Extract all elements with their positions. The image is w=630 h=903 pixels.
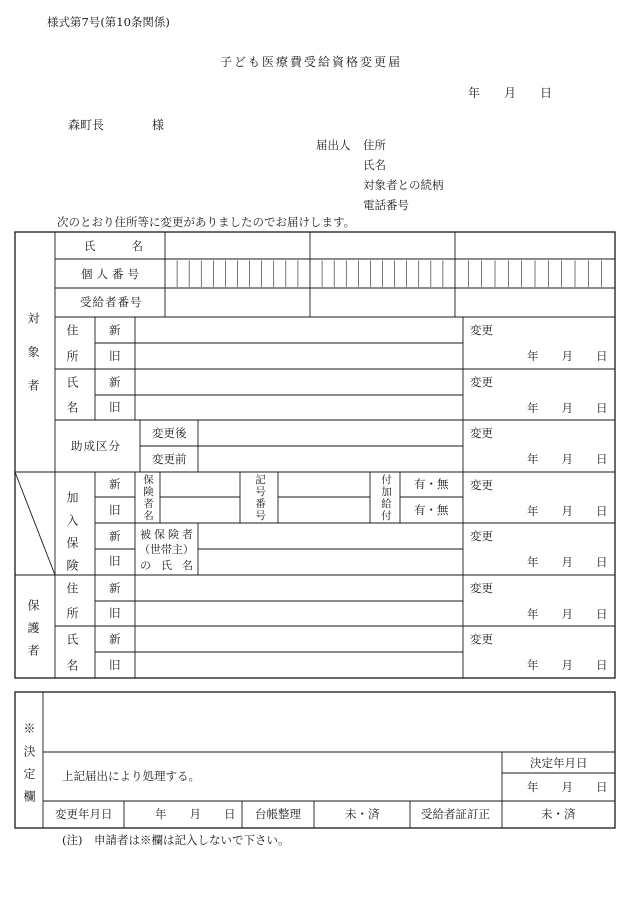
ledger-label: 台帳整理: [255, 807, 301, 821]
insured-name-old-field: [198, 549, 463, 575]
insurer-name-label: 保険者名: [142, 474, 154, 522]
change-label: 変更: [470, 323, 493, 337]
insured-person-label-line1: 被保険者: [140, 528, 196, 541]
decision-date-label: 決定年月日: [530, 756, 588, 770]
insurance-section-label: 加入保険: [65, 491, 79, 582]
diagonal-rule: [15, 472, 55, 575]
subsidy-before-field: [198, 446, 463, 472]
symbol-number-label: 記号番号: [254, 474, 266, 522]
personal-number-label: 個人番号: [81, 267, 143, 281]
change-date: 年 月 日: [527, 401, 608, 415]
subject-section-label: 対象者: [26, 312, 40, 413]
change-date: 年 月 日: [527, 555, 608, 569]
guardian-name-new-field: [135, 626, 463, 652]
subject-name-old-field: [135, 395, 463, 420]
change-date-label: 変更年月日: [55, 807, 113, 821]
guardian-name-old-field: [135, 652, 463, 678]
insured-person-label-line2: （世帯主）: [139, 543, 194, 556]
recipient-number-cell-3: [455, 288, 615, 317]
guardian-name-old-label: 旧: [109, 658, 121, 672]
change-date: 年 月 日: [527, 349, 608, 363]
applicant-name-label: 氏名: [363, 158, 386, 172]
applicant-address-label: 住所: [363, 138, 386, 152]
footnote: (注) 申請者は※欄は記入しないで下さい。: [62, 833, 290, 847]
form-number: 様式第7号(第10条関係): [47, 15, 170, 29]
insured-name-new-field: [198, 523, 463, 549]
change-label: 変更: [470, 632, 493, 646]
insurer-name-old-field: [160, 497, 240, 523]
subject-name-old-label: 旧: [109, 400, 121, 414]
guardian-name-new-label: 新: [109, 632, 121, 646]
change-date: 年 月 日: [527, 452, 608, 466]
guardian-address-new-field: [135, 575, 463, 601]
subject-address-old-label: 旧: [109, 349, 121, 363]
recipient-number-cell-1: [165, 288, 310, 317]
symbol-number-old-field: [278, 497, 370, 523]
change-date-value: 年 月 日: [155, 807, 236, 821]
insured-old-label: 旧: [109, 554, 121, 568]
addressee-honorific: 様: [152, 118, 165, 132]
processed-statement: 上記届出により処理する。: [62, 769, 200, 783]
change-date: 年 月 日: [527, 658, 608, 672]
personal-number-cell-2: [310, 259, 455, 288]
subject-name-cell-3: [455, 232, 615, 259]
card-correction-status: 未・済: [541, 807, 576, 821]
symbol-number-new-field: [278, 472, 370, 497]
change-label: 変更: [470, 529, 493, 543]
applicant-label: 届出人: [316, 138, 351, 152]
insured-person-label-line3: の氏名: [140, 559, 203, 572]
decision-remarks-area: [43, 692, 615, 752]
submission-date: 年 月 日: [468, 86, 553, 100]
subsidy-after-label: 変更後: [152, 426, 187, 440]
guardian-section-label: 保護者: [26, 599, 40, 667]
additional-benefit-new-choice: 有・無: [414, 477, 449, 491]
change-label: 変更: [470, 375, 493, 389]
change-label: 変更: [470, 426, 493, 440]
addressee-name: 森町長: [68, 118, 105, 132]
recipient-number-label: 受給者番号: [80, 295, 143, 309]
guardian-address-new-label: 新: [109, 581, 121, 595]
insurer-new-label: 新: [109, 477, 121, 491]
change-label: 変更: [470, 581, 493, 595]
guardian-address-old-field: [135, 601, 463, 626]
subject-name-cell-1: [165, 232, 310, 259]
subject-person-name-label: 氏名: [65, 376, 79, 426]
change-date: 年 月 日: [527, 607, 608, 621]
insurer-old-label: 旧: [109, 503, 121, 517]
subject-name-label: 氏名: [84, 239, 179, 253]
insured-new-label: 新: [109, 529, 121, 543]
change-label: 変更: [470, 478, 493, 492]
subject-address-new-label: 新: [109, 323, 121, 337]
ledger-status: 未・済: [345, 807, 380, 821]
guardian-name-label: 氏名: [65, 633, 79, 685]
subject-address-old-field: [135, 343, 463, 369]
applicant-relationship-label: 対象者との続柄: [363, 178, 444, 192]
subject-name-new-label: 新: [109, 375, 121, 389]
subsidy-after-field: [198, 420, 463, 446]
intro-text: 次のとおり住所等に変更がありましたのでお届けします。: [57, 215, 356, 229]
subject-address-new-field: [135, 317, 463, 343]
subject-name-cell-2: [310, 232, 455, 259]
decision-section-label: ※決定欄: [22, 722, 36, 813]
guardian-address-label: 住所: [65, 582, 79, 632]
applicant-phone-label: 電話番号: [363, 198, 409, 212]
personal-number-cell-1: [165, 259, 310, 288]
additional-benefit-label: 付加給付: [380, 474, 392, 522]
change-date: 年 月 日: [527, 504, 608, 518]
recipient-number-cell-2: [310, 288, 455, 317]
subsidy-category-label: 助成区分: [71, 439, 121, 453]
guardian-address-old-label: 旧: [109, 606, 121, 620]
personal-number-cell-3: [455, 259, 615, 288]
subsidy-before-label: 変更前: [152, 452, 187, 466]
additional-benefit-old-choice: 有・無: [414, 503, 449, 517]
subject-address-label: 住所: [65, 324, 79, 376]
subject-name-new-field: [135, 369, 463, 395]
form-title: 子ども医療費受給資格変更届: [220, 55, 403, 69]
decision-date-value: 年 月 日: [527, 780, 608, 794]
insurer-name-new-field: [160, 472, 240, 497]
card-correction-label: 受給者証訂正: [421, 807, 490, 821]
